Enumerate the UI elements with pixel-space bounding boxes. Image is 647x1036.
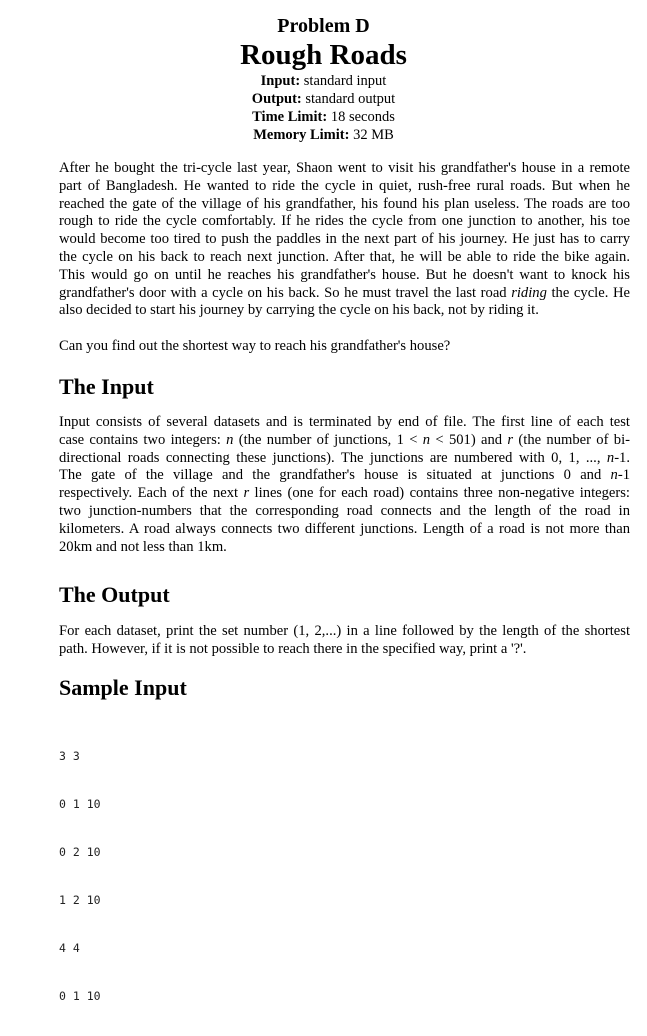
statement-line: part of Bangladesh. He wanted to ride the cycle in quiet, rush-free rural roads. But when he: [59, 177, 630, 194]
statement-line: also decided to start his journey by carrying the cycle on his back, not by riding it.: [59, 302, 539, 319]
output-value: standard output: [301, 91, 396, 107]
statement-line: This would go on until he reaches his grandfather's house. But he doesn't want to knock his: [59, 266, 630, 283]
time-label: Time Limit:: [252, 109, 328, 125]
input-paragraph: Input consists of several datasets and is terminated by end of file. The first line of each test case contains two integers: n (the number of junctions, 1 < n < 501) and r (the number of bi- directional roads connecting these junctions). The junctions are numbered with 0, 1, ..., n-1. The gate of the village and the grandfather's house is situated at junctions 0 and n-1 respectively. Each of the next r lines (one for each road) contains three non-negative integers: two junction-numbers that the corresponding road connects and the length of the road in kilometers. A road always connects two different junctions. Length of a road is not more than 20km and not less than 1km.: [59, 414, 630, 555]
sample-line: 0 1 10: [59, 989, 101, 1003]
memory-limit: [0, 126, 647, 144]
sample-line: 0 2 10: [59, 845, 101, 859]
input-heading: The Input: [59, 374, 154, 399]
output-spec: [0, 90, 647, 108]
time-value: 18 seconds: [327, 109, 395, 125]
statement-line: grandfather's door with a cycle on his back. So he must travel the last road riding the cycle. He: [59, 284, 630, 301]
output-paragraph: For each dataset, print the set number (1, 2,...) in a line followed by the length of the shortest path. However, if it is not possible to reach there in the specified way, print a '?'.: [59, 623, 630, 657]
sample-line: 0 1 10: [59, 797, 101, 811]
sample-line: 3 3: [59, 749, 80, 763]
problem-limits: [0, 72, 647, 144]
problem-label: Problem D: [277, 15, 370, 37]
input-label: Input:: [260, 73, 301, 89]
memory-value: 32 MB: [349, 127, 394, 143]
statement-line: reached the gate of the village of his grandfather, his found his plan useless. The roads are too: [59, 195, 630, 212]
memory-label: Memory Limit:: [253, 127, 350, 143]
sample-input-block: [59, 716, 101, 1036]
problem-title: Rough Roads: [240, 39, 407, 71]
input-spec: [0, 72, 647, 90]
output-label: Output:: [251, 91, 302, 107]
emphasis-riding: riding: [511, 284, 547, 301]
statement-line: the cycle on his back to reach next junction. After that, he will be able to ride the bike again.: [59, 248, 630, 265]
statement-paragraph: [59, 160, 630, 320]
statement-line: would become too tired to push the paddles in the next part of his journey. He just has to carry: [59, 231, 630, 248]
input-value: standard input: [300, 73, 387, 89]
statement-question: Can you find out the shortest way to reach his grandfather's house?: [59, 338, 451, 354]
statement-line: After he bought the tri-cycle last year, Shaon went to visit his grandfather's house in a remote: [59, 160, 630, 176]
sample-line: 1 2 10: [59, 893, 101, 907]
sample-input-heading: Sample Input: [59, 675, 187, 700]
sample-line: 4 4: [59, 941, 80, 955]
time-limit: [0, 108, 647, 126]
output-heading: The Output: [59, 582, 170, 607]
statement-line: rough to ride the cycle comfortably. If he rides the cycle from one junction to another, his toe: [59, 213, 630, 230]
